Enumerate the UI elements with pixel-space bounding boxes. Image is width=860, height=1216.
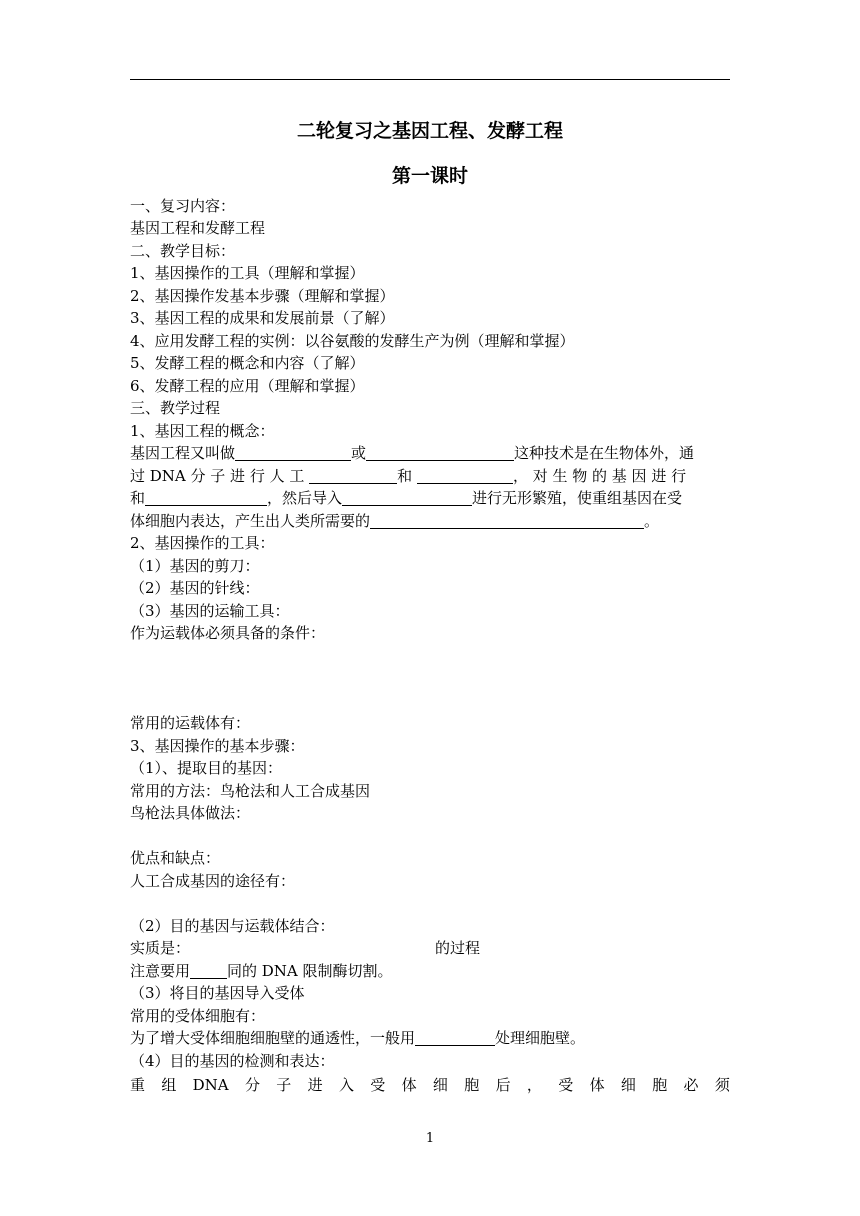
text-line: 人工合成基因的途径有： bbox=[130, 872, 296, 890]
text-line: 基因工程和发酵工程 bbox=[130, 219, 266, 237]
text-segment: ， bbox=[526, 1076, 542, 1094]
answer-blank[interactable] bbox=[417, 468, 513, 484]
text-segment: 必 bbox=[683, 1076, 699, 1094]
text-line: 一、复习内容： bbox=[130, 197, 236, 215]
page-number: 1 bbox=[425, 1131, 435, 1146]
fill-in-line bbox=[130, 960, 730, 982]
fill-in-line bbox=[130, 465, 730, 487]
answer-blank[interactable] bbox=[309, 468, 397, 484]
justified-text-line bbox=[130, 1074, 730, 1096]
text-segment: 实质是： bbox=[130, 939, 191, 957]
text-segment: 体 bbox=[401, 1076, 417, 1094]
text-line: （2）基因的针线： bbox=[130, 579, 260, 597]
text-line: 2、基因操作的工具： bbox=[130, 534, 275, 552]
text-segment: 过 DNA 分 子 进 行 人 工 bbox=[130, 467, 305, 485]
text-segment: 基因工程又叫做 bbox=[130, 444, 236, 462]
text-segment: 胞 bbox=[652, 1076, 668, 1094]
text-line: （3）将目的基因导入受体 bbox=[130, 984, 305, 1002]
text-segment: 子 bbox=[276, 1076, 292, 1094]
fill-in-line bbox=[130, 937, 730, 959]
fill-in-line bbox=[130, 1027, 730, 1049]
text-segment: 细 bbox=[432, 1076, 448, 1094]
text-segment: 体细胞内表达，产生出人类所需要的 bbox=[130, 512, 371, 530]
text-line: 4、应用发酵工程的实例：以谷氨酸的发酵生产为例（理解和掌握） bbox=[130, 332, 575, 350]
text-segment: 和 bbox=[130, 489, 146, 507]
answer-blank[interactable] bbox=[145, 490, 267, 506]
fill-in-line bbox=[130, 442, 730, 464]
header-rule bbox=[130, 79, 730, 80]
fill-in-line bbox=[130, 487, 730, 509]
text-segment: 这种技术是在生物体外，通 bbox=[514, 444, 695, 462]
text-line: 1、基因操作的工具（理解和掌握） bbox=[130, 264, 365, 282]
document-title: 二轮复习之基因工程、发酵工程 bbox=[296, 120, 563, 142]
text-line: 6、发酵工程的应用（理解和掌握） bbox=[130, 377, 365, 395]
text-segment: 同的 DNA 限制酶切割。 bbox=[227, 962, 393, 980]
answer-blank[interactable] bbox=[235, 445, 351, 461]
text-segment: 体 bbox=[589, 1076, 605, 1094]
text-segment: 细 bbox=[620, 1076, 636, 1094]
text-segment: 重 bbox=[130, 1076, 146, 1094]
text-segment: 为了增大受体细胞细胞壁的通透性，一般用 bbox=[130, 1029, 416, 1047]
fill-in-line bbox=[130, 510, 730, 532]
text-segment: 。 bbox=[644, 512, 660, 530]
text-line: （4）目的基因的检测和表达： bbox=[130, 1052, 335, 1070]
text-line: （2）目的基因与运载体结合： bbox=[130, 917, 335, 935]
text-segment: ，然后导入 bbox=[267, 489, 343, 507]
text-line: 二、教学目标： bbox=[130, 242, 236, 260]
text-segment: 进 bbox=[307, 1076, 323, 1094]
text-line: 1、基因工程的概念： bbox=[130, 422, 275, 440]
text-segment: 或 bbox=[351, 444, 367, 462]
answer-blank[interactable] bbox=[366, 445, 514, 461]
answer-blank[interactable] bbox=[342, 490, 472, 506]
text-segment: 分 bbox=[244, 1076, 260, 1094]
text-segment: 须 bbox=[714, 1076, 730, 1094]
text-line: 2、基因操作发基本步骤（理解和掌握） bbox=[130, 287, 395, 305]
answer-blank[interactable] bbox=[370, 513, 644, 529]
text-line: （3）基因的运输工具： bbox=[130, 602, 290, 620]
text-segment: 后 bbox=[495, 1076, 511, 1094]
text-segment: 进行无形繁殖，使重组基因在受 bbox=[472, 489, 683, 507]
text-segment: 胞 bbox=[464, 1076, 480, 1094]
text-segment: 的过程 bbox=[435, 939, 481, 957]
document-subtitle: 第一课时 bbox=[391, 165, 468, 187]
answer-blank[interactable] bbox=[415, 1030, 495, 1046]
text-line: 三、教学过程 bbox=[130, 399, 221, 417]
text-segment: 注意要用 bbox=[130, 962, 191, 980]
text-segment: 组 bbox=[161, 1076, 177, 1094]
text-segment: 处理细胞壁。 bbox=[495, 1029, 586, 1047]
text-line: （1）、提取目的基因： bbox=[130, 759, 283, 777]
text-line: 常用的方法：鸟枪法和人工合成基因 bbox=[130, 782, 371, 800]
text-line: 优点和缺点： bbox=[130, 849, 221, 867]
text-line: 常用的受体细胞有： bbox=[130, 1007, 266, 1025]
text-segment: DNA bbox=[192, 1076, 229, 1094]
answer-blank[interactable] bbox=[190, 963, 227, 979]
text-segment: ， 对 生 物 的 基 因 进 行 bbox=[512, 467, 687, 485]
text-segment: 入 bbox=[338, 1076, 354, 1094]
text-line: 3、基因操作的基本步骤： bbox=[130, 737, 305, 755]
text-segment: 受 bbox=[558, 1076, 574, 1094]
text-segment: 受 bbox=[370, 1076, 386, 1094]
text-line: 鸟枪法具体做法： bbox=[130, 804, 251, 822]
text-line: 常用的运载体有： bbox=[130, 714, 251, 732]
text-line: 3、基因工程的成果和发展前景（了解） bbox=[130, 309, 395, 327]
text-line: 5、发酵工程的概念和内容（了解） bbox=[130, 354, 365, 372]
text-line: 作为运载体必须具备的条件： bbox=[130, 624, 326, 642]
text-segment: 和 bbox=[397, 467, 413, 485]
text-line: （1）基因的剪刀： bbox=[130, 557, 260, 575]
